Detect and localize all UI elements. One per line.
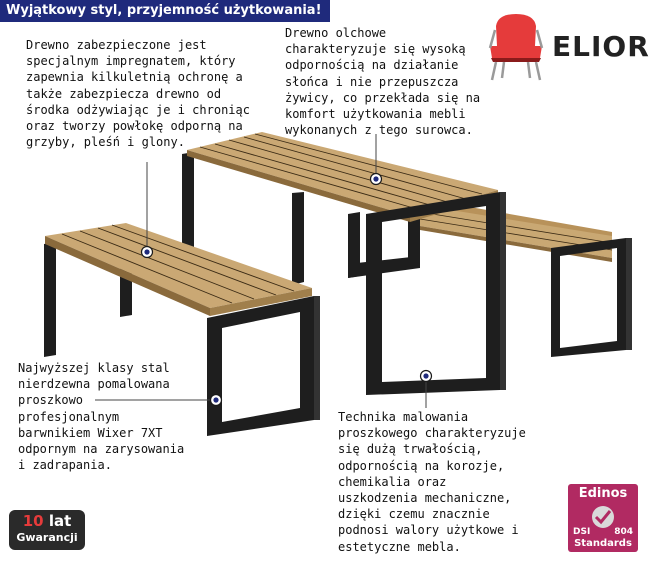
callout-marker-wood [142, 247, 153, 258]
callout-marker-alder [371, 174, 382, 185]
red-chair-icon [490, 14, 542, 80]
warranty-label: Gwarancji [16, 531, 78, 544]
header-title: Wyjątkowy styl, przyjemność użytkowania! [6, 3, 322, 18]
warranty-years [9, 511, 85, 531]
note-wood-protection: Drewno zabezpieczone jest specjalnym impregnatem, który zapewnia kilkuletnią ochronę a także zabezpiecza drewno od środka odżywiając je i chroniąc oraz tworzy powłokę odporną na grzyby, pleśń i glony. [26, 38, 250, 150]
warranty-unit: lat [48, 512, 72, 530]
warranty-number: 10 [22, 512, 44, 530]
brand-name: ELIOR [552, 30, 650, 63]
certificate-name: Edinos [578, 486, 628, 501]
certificate-standards: Standards [574, 538, 632, 549]
certificate-code: 804 [614, 527, 633, 537]
certificate-check-icon [590, 504, 616, 530]
callout-marker-paint [421, 371, 432, 382]
note-alder-wood: Drewno olchowe charakteryzuje się wysoką odpornością na działanie słońca i nie przepuszcza żywicy, co przekłada się na komfort użytkowania mebli wykonanych z tego surowca. [285, 26, 481, 138]
note-steel: Najwyższej klasy stal nierdzewna pomalowana proszkowo profesjonalnym barwnikiem Wixer 7XT odpornym na zarysowania i zadrapania. [18, 361, 185, 473]
back-bench [420, 200, 632, 357]
callout-marker-steel [211, 395, 222, 406]
note-powder-coating: Technika malowania proszkowego charakteryzuje się dużą trwałością, odpornością na korozje, chemikalia oraz uszkodzenia mechaniczne, dzięki czemu znacznie podnosi walory użytkowe i estetyczne mebla. [338, 410, 526, 554]
certificate-badge [568, 484, 638, 552]
certificate-dsi: DSI [573, 527, 591, 537]
warranty-badge [9, 510, 85, 550]
